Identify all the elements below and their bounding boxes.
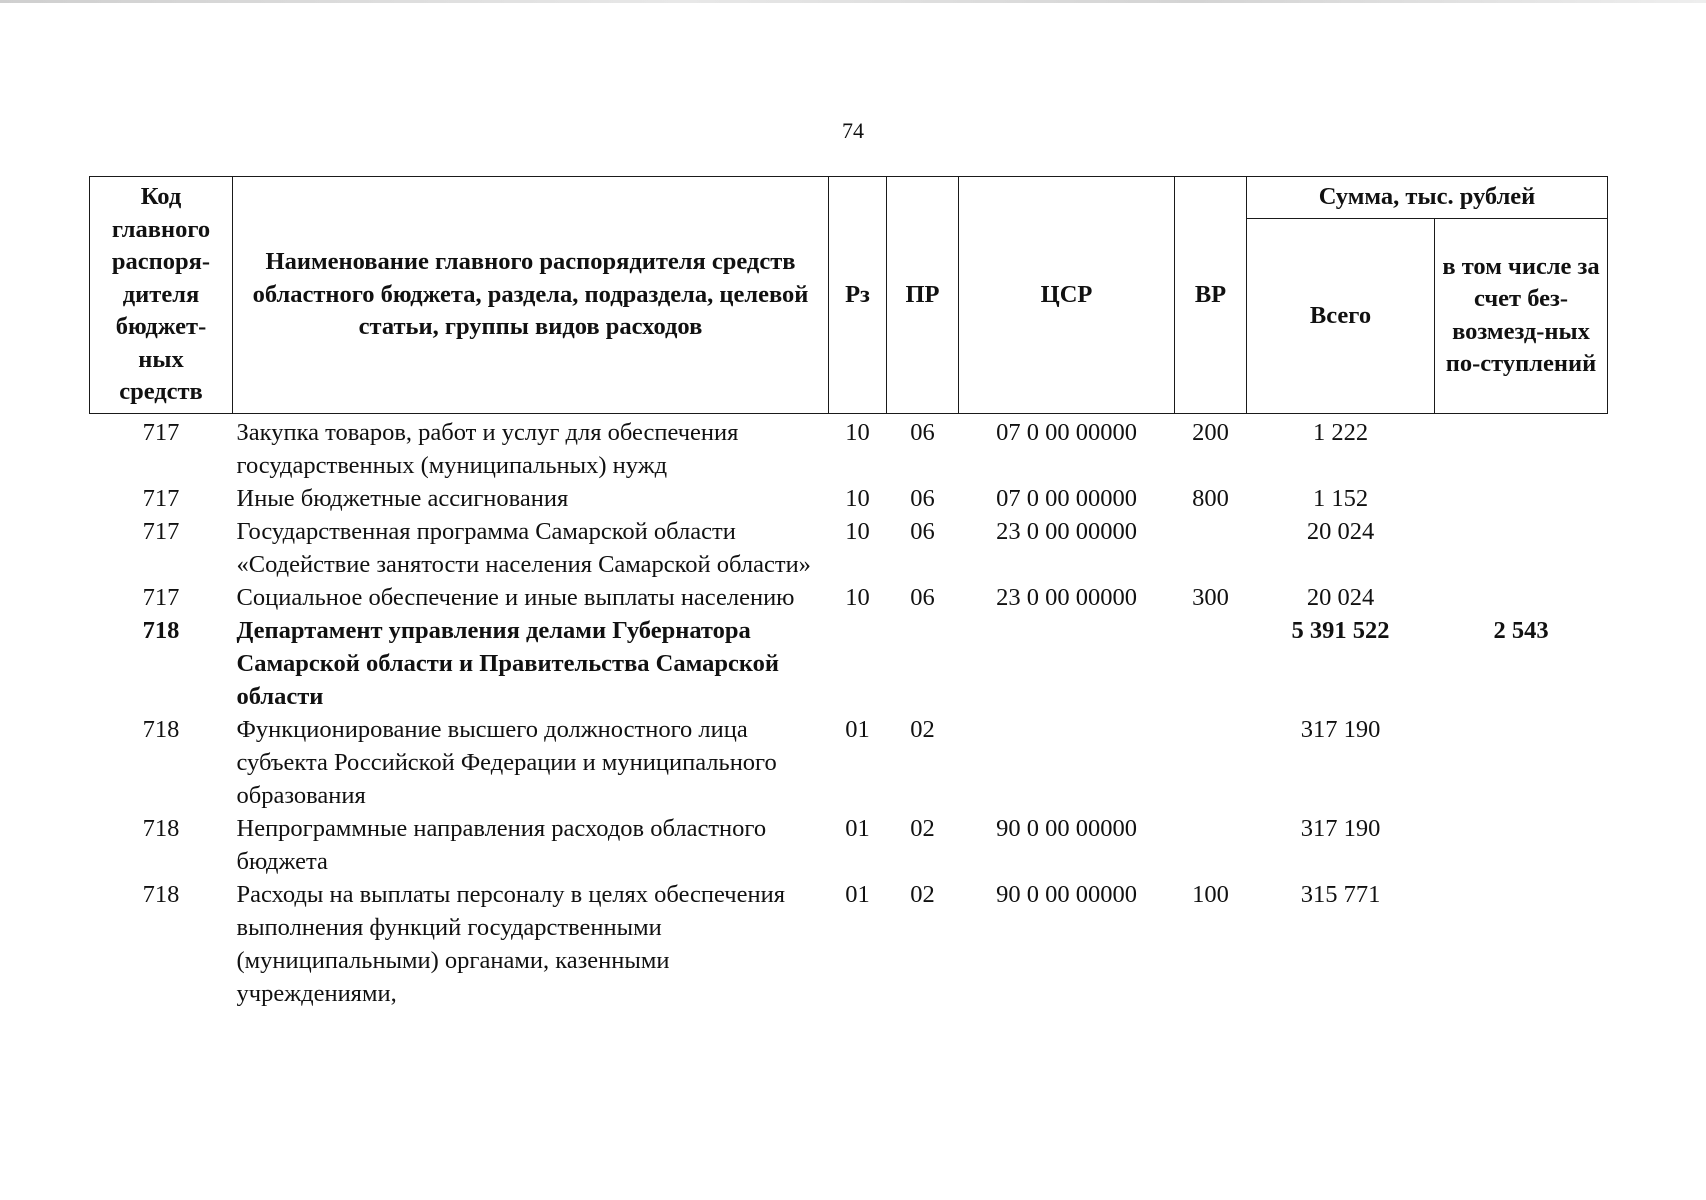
cell-vr [1175, 713, 1247, 812]
cell-grants [1435, 413, 1608, 482]
table-row [90, 713, 1608, 812]
cell-rz: 01 [845, 715, 870, 743]
cell-code: 717 [142, 418, 180, 446]
cell-csr: 07 0 00 00000 [996, 418, 1137, 446]
cell-name: Непрограммные направления расходов областного бюджета [236, 814, 767, 875]
header-code: Код главного распоря-дителя бюджет-ных средств [90, 177, 233, 414]
cell-code: 717 [142, 484, 180, 512]
cell-grants [1435, 581, 1608, 614]
page-number: 74 [842, 118, 864, 143]
cell-total: 1 222 [1312, 418, 1369, 446]
cell-vr [1175, 515, 1247, 581]
cell-vr: 200 [1192, 418, 1229, 446]
cell-csr: 90 0 00 00000 [996, 880, 1137, 908]
cell-name: Расходы на выплаты персоналу в целях обеспечения выполнения функций государственными (муниципальными) органами, казенными учреждениями, [236, 880, 785, 1007]
table-row [90, 515, 1608, 581]
cell-pr [887, 614, 959, 713]
cell-pr: 02 [910, 715, 935, 743]
cell-grants [1435, 812, 1608, 878]
cell-total: 5 391 522 [1291, 616, 1390, 644]
cell-grants [1435, 878, 1608, 1010]
cell-rz: 01 [845, 880, 870, 908]
cell-csr: 07 0 00 00000 [996, 484, 1137, 512]
cell-grants [1435, 713, 1608, 812]
header-vr: ВР [1175, 177, 1247, 414]
cell-vr [1175, 614, 1247, 713]
cell-code: 718 [142, 715, 180, 743]
cell-rz: 10 [845, 418, 870, 446]
header-rz: Рз [829, 177, 887, 414]
cell-pr: 06 [910, 517, 935, 545]
cell-name: Функционирование высшего должностного лица субъекта Российской Федерации и муниципального образования [236, 715, 777, 809]
table-header [90, 177, 1608, 414]
cell-total: 317 190 [1300, 715, 1381, 743]
cell-pr: 02 [910, 880, 935, 908]
cell-csr [959, 614, 1175, 713]
cell-code: 718 [142, 616, 180, 644]
cell-rz [829, 614, 887, 713]
cell-rz: 01 [845, 814, 870, 842]
cell-name: Департамент управления делами Губернатора Самарской области и Правительства Самарской области [236, 616, 780, 710]
cell-csr: 90 0 00 00000 [996, 814, 1137, 842]
cell-pr: 02 [910, 814, 935, 842]
cell-name: Иные бюджетные ассигнования [236, 484, 569, 512]
cell-pr: 06 [910, 418, 935, 446]
header-grants: в том числе за счет без-возмезд-ных по-ступлений [1435, 219, 1608, 414]
header-csr: ЦСР [959, 177, 1175, 414]
cell-name: Социальное обеспечение и иные выплаты населению [236, 583, 795, 611]
table-row [90, 482, 1608, 515]
cell-rz: 10 [845, 484, 870, 512]
header-sum-group: Сумма, тыс. рублей [1247, 177, 1608, 219]
header-total: Всего [1247, 219, 1435, 414]
cell-csr: 23 0 00 00000 [996, 517, 1137, 545]
budget-table [89, 176, 1608, 1010]
cell-grants: 2 543 [1493, 616, 1549, 644]
cell-vr [1175, 812, 1247, 878]
table-row-department [90, 614, 1608, 713]
header-name: Наименование главного распорядителя средств областного бюджета, раздела, подраздела, целевой статьи, группы видов расходов [233, 177, 829, 414]
scan-edge [0, 0, 1706, 3]
cell-csr: 23 0 00 00000 [996, 583, 1137, 611]
cell-csr [959, 713, 1175, 812]
cell-name: Государственная программа Самарской области «Содействие занятости населения Самарской области» [236, 517, 811, 578]
cell-rz: 10 [845, 517, 870, 545]
cell-code: 717 [142, 583, 180, 611]
cell-pr: 06 [910, 583, 935, 611]
cell-vr: 800 [1192, 484, 1229, 512]
table-row [90, 812, 1608, 878]
cell-vr: 100 [1192, 880, 1229, 908]
header-pr: ПР [887, 177, 959, 414]
cell-name: Закупка товаров, работ и услуг для обеспечения государственных (муниципальных) нужд [236, 418, 739, 479]
cell-code: 717 [142, 517, 180, 545]
cell-total: 20 024 [1306, 583, 1375, 611]
cell-total: 315 771 [1300, 880, 1381, 908]
cell-code: 718 [142, 880, 180, 908]
cell-rz: 10 [845, 583, 870, 611]
cell-total: 20 024 [1306, 517, 1375, 545]
table-row [90, 413, 1608, 482]
cell-grants [1435, 482, 1608, 515]
cell-total: 317 190 [1300, 814, 1381, 842]
cell-code: 718 [142, 814, 180, 842]
table-body [90, 413, 1608, 1010]
table-row [90, 581, 1608, 614]
cell-total: 1 152 [1312, 484, 1369, 512]
cell-vr: 300 [1192, 583, 1229, 611]
cell-pr: 06 [910, 484, 935, 512]
cell-grants [1435, 515, 1608, 581]
table-row [90, 878, 1608, 1010]
